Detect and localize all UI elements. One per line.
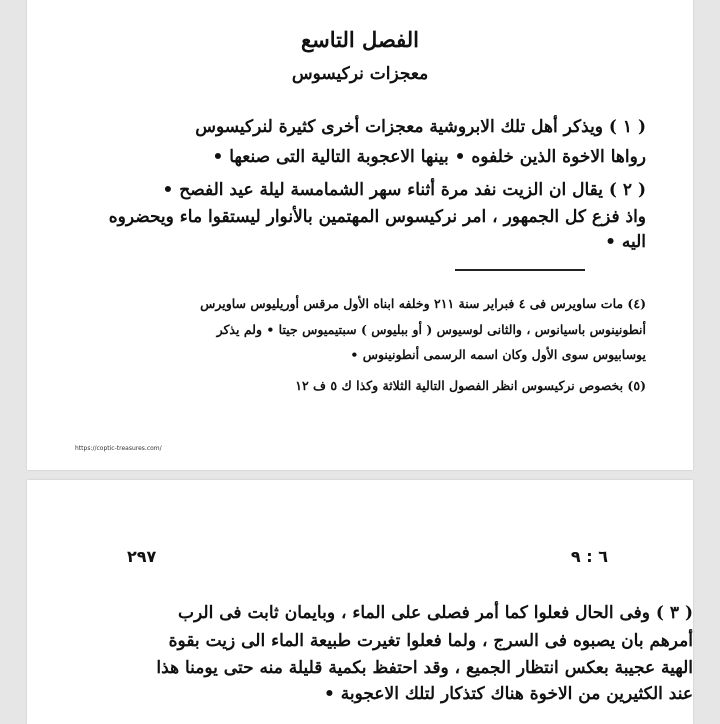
paragraph-2-line-2: واذ فزع كل الجمهور ، امر نركيسوس المهتمين بالأنوار ليستقوا ماء ويحضروه bbox=[108, 207, 646, 227]
paragraph-1-line-2: رواها الاخوة الذين خلفوه • بينها الاعجوبة التالية التى صنعها • bbox=[212, 147, 646, 167]
source-url: https://coptic-treasures.com/ bbox=[75, 445, 162, 452]
chapter-verse-reference: ٦ : ٩ bbox=[570, 547, 608, 566]
book-page-top bbox=[27, 0, 693, 470]
page-number: ٢٩٧ bbox=[127, 547, 157, 566]
paragraph-3-line-2: أمرهم بان يصبوه فى السرج ، ولما فعلوا تغيرت طبيعة الماء الى زيت بقوة bbox=[168, 631, 693, 651]
paragraph-1-line-1: ( ١ ) ويذكر أهل تلك الابروشية معجزات أخرى كثيرة لنركيسوس bbox=[195, 117, 646, 137]
footnote-4-line-3: يوسابيوس سوى الأول وكان اسمه الرسمى أنطونينوس • bbox=[350, 347, 646, 362]
book-page-bottom bbox=[27, 480, 693, 724]
chapter-subtitle: معجزات نركيسوس bbox=[291, 64, 429, 84]
paragraph-3-line-4: عند الكثيرين من الاخوة هناك كتذكار لتلك الاعجوبة • bbox=[323, 684, 693, 704]
paragraph-2-line-3: اليه • bbox=[605, 232, 646, 252]
footnote-4-line-2: أنطونينوس باسيانوس ، والثانى لوسيوس ( أو ببليوس ) سبتيميوس جيتا • ولم يذكر bbox=[216, 322, 646, 337]
paragraph-3-line-1: ( ٣ ) وفى الحال فعلوا كما أمر فصلى على الماء ، وبايمان ثابت فى الرب bbox=[178, 603, 693, 623]
footnote-5: (٥) بخصوص نركيسوس انظر الفصول التالية الثلاثة وكذا ك ٥ ف ١٢ bbox=[295, 378, 646, 393]
chapter-title: الفصل التاسع bbox=[300, 27, 420, 52]
footnote-separator bbox=[455, 269, 585, 271]
paragraph-3-line-3: الهية عجيبة بعكس انتظار الجميع ، وقد احتفظ بكمية قليلة منه حتى يومنا هذا bbox=[156, 658, 693, 678]
footnote-4-line-1: (٤) مات ساويرس فى ٤ فبراير سنة ٢١١ وخلفه ابناه الأول مرقس أوريليوس ساويرس bbox=[200, 296, 646, 311]
paragraph-2-line-1: ( ٢ ) يقال ان الزيت نفد مرة أثناء سهر الشمامسة ليلة عيد الفصح • bbox=[162, 180, 646, 200]
